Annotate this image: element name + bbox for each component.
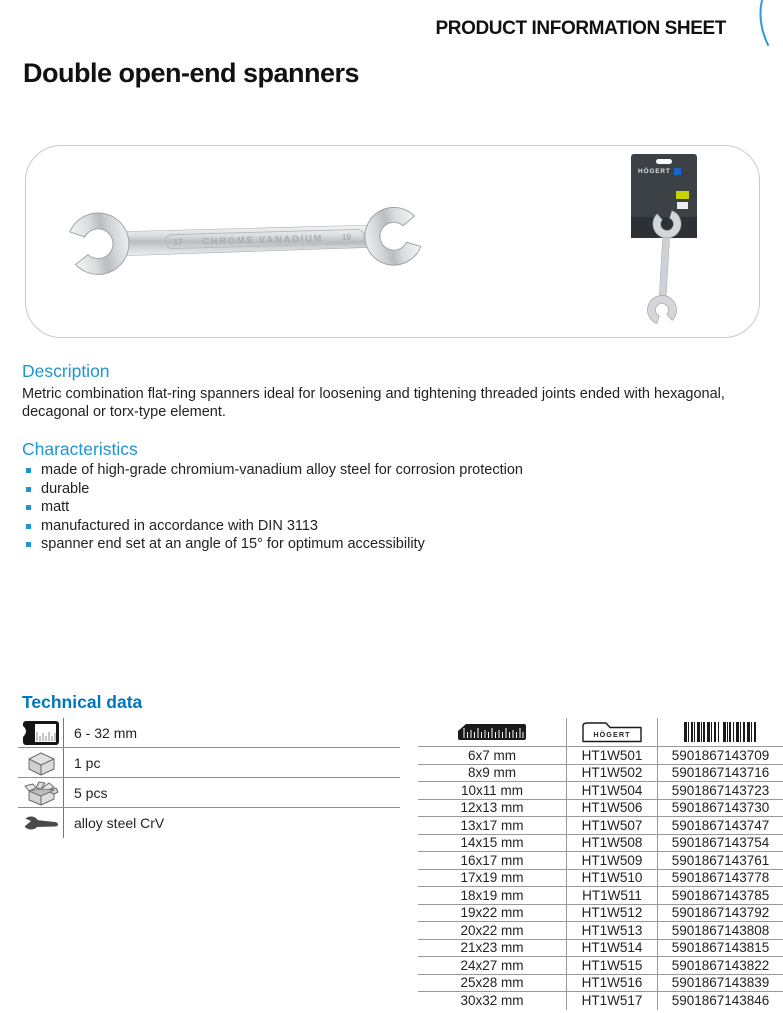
product-row	[418, 852, 783, 870]
characteristic-text: durable	[41, 480, 90, 497]
product-size: 24x27 mm	[418, 957, 567, 974]
characteristic-item	[22, 517, 722, 536]
characteristic-text: matt	[41, 499, 70, 515]
description-heading: Description	[22, 361, 110, 381]
product-ean: 5901867143709	[671, 747, 770, 763]
product-size: 17x19 mm	[418, 870, 567, 887]
product-size: 12x13 mm	[418, 800, 567, 817]
product-row	[418, 887, 783, 905]
spec-value-carton-pack: 5 pcs	[74, 784, 108, 801]
product-table-header	[418, 718, 783, 747]
package-spanner-image	[637, 182, 693, 327]
packaged-product-image	[631, 154, 699, 329]
product-size: 10x11 mm	[418, 782, 567, 799]
characteristic-text: manufactured in accordance with DIN 3113	[41, 517, 318, 534]
material-wrench-icon	[22, 815, 60, 831]
product-code: HT1W515	[567, 957, 658, 974]
engraving-size-left: 17	[173, 236, 183, 247]
product-row	[418, 957, 783, 975]
product-ean: 5901867143815	[671, 940, 770, 956]
product-ean: 5901867143716	[671, 765, 770, 781]
product-row	[418, 922, 783, 940]
page-title: Double open-end spanners	[23, 58, 360, 88]
product-ean: 5901867143754	[671, 835, 770, 851]
product-row	[418, 992, 783, 1010]
bullet-square-icon	[26, 468, 31, 473]
spec-value-unit-pack: 1 pc	[74, 754, 101, 771]
bullet-square-icon	[26, 542, 31, 547]
product-row	[418, 800, 783, 818]
product-code: HT1W509	[567, 852, 658, 869]
product-size: 18x19 mm	[418, 887, 567, 904]
characteristics-list	[22, 461, 722, 554]
carton-open-icon	[23, 779, 59, 806]
product-code: HT1W504	[567, 782, 658, 799]
product-row	[418, 835, 783, 853]
hogert-logo-icon	[674, 168, 681, 175]
spec-row-material	[18, 808, 400, 838]
hogert-label-icon	[580, 721, 644, 743]
characteristic-text: made of high-grade chromium-vanadium alloy steel for corrosion protection	[41, 462, 523, 478]
characteristics-heading: Characteristics	[22, 439, 138, 459]
product-size: 20x22 mm	[418, 922, 567, 939]
product-size: 30x32 mm	[418, 992, 567, 1010]
product-ean: 5901867143730	[671, 800, 770, 816]
product-code: HT1W517	[567, 992, 658, 1010]
spanner-product-image	[46, 184, 446, 296]
bullet-square-icon	[26, 505, 31, 510]
product-size: 21x23 mm	[418, 940, 567, 957]
product-row	[418, 782, 783, 800]
technical-data-heading: Technical data	[22, 692, 143, 712]
product-ean: 5901867143761	[671, 852, 770, 868]
hogert-label-text: HÖGERT	[593, 730, 631, 739]
product-ean: 5901867143723	[671, 782, 770, 798]
product-code: HT1W508	[567, 835, 658, 852]
product-ean: 5901867143792	[671, 905, 770, 921]
bullet-square-icon	[26, 487, 31, 492]
characteristic-item	[22, 498, 722, 517]
product-code: HT1W516	[567, 975, 658, 992]
corner-arc-decoration	[745, 0, 783, 50]
product-row	[418, 905, 783, 923]
product-code: HT1W510	[567, 870, 658, 887]
product-row	[418, 975, 783, 993]
package-brand-text: HÖGERT	[638, 168, 671, 175]
spec-value-material: alloy steel CrV	[74, 815, 165, 831]
product-ean: 5901867143839	[671, 975, 770, 991]
product-table	[418, 718, 783, 1010]
product-row	[418, 747, 783, 765]
product-image-panel	[25, 145, 760, 338]
sheet-header-title: PRODUCT INFORMATION SHEET	[435, 18, 726, 39]
engraving-text: CHROME VANADIUM	[202, 233, 324, 247]
product-rows	[418, 747, 783, 1010]
product-code: HT1W507	[567, 817, 658, 834]
product-code: HT1W502	[567, 765, 658, 782]
product-size: 14x15 mm	[418, 835, 567, 852]
spec-row-size-range	[18, 718, 400, 748]
product-code: HT1W506	[567, 800, 658, 817]
product-size: 8x9 mm	[418, 765, 567, 782]
product-size: 6x7 mm	[418, 747, 567, 764]
product-code: HT1W512	[567, 905, 658, 922]
product-ean: 5901867143785	[671, 887, 770, 903]
product-ean: 5901867143808	[671, 922, 770, 938]
product-row	[418, 870, 783, 888]
product-size: 25x28 mm	[418, 975, 567, 992]
product-code: HT1W514	[567, 940, 658, 957]
product-size: 16x17 mm	[418, 852, 567, 869]
ruler-icon	[457, 722, 527, 742]
product-ean: 5901867143822	[671, 957, 770, 973]
product-row	[418, 765, 783, 783]
product-ean: 5901867143846	[671, 993, 770, 1009]
characteristic-text: spanner end set at an angle of 15° for optimum accessibility	[41, 536, 425, 552]
product-code: HT1W501	[567, 747, 658, 764]
engraving-size-right: 19	[341, 231, 352, 243]
product-ean: 5901867143747	[671, 817, 770, 833]
package-hang-hole	[656, 159, 672, 164]
package-box-icon	[24, 750, 58, 776]
product-ean: 5901867143778	[671, 870, 770, 886]
barcode-icon	[684, 722, 758, 742]
spec-value-size-range: 6 - 32 mm	[74, 724, 138, 741]
spec-row-carton-pack	[18, 778, 400, 808]
product-size: 13x17 mm	[418, 817, 567, 834]
product-size: 19x22 mm	[418, 905, 567, 922]
description-body: Metric combination flat-ring spanners ideal for loosening and tightening threaded joints ended with hexagonal, decagonal or torx-type element.	[22, 386, 725, 420]
product-code: HT1W511	[567, 887, 658, 904]
product-row	[418, 940, 783, 958]
spec-table	[18, 718, 400, 838]
characteristic-item	[22, 461, 722, 480]
bullet-square-icon	[26, 524, 31, 529]
size-range-icon	[22, 720, 60, 746]
spec-row-unit-pack	[18, 748, 400, 778]
product-code: HT1W513	[567, 922, 658, 939]
product-row	[418, 817, 783, 835]
characteristic-item	[22, 480, 722, 499]
characteristic-item	[22, 535, 722, 554]
